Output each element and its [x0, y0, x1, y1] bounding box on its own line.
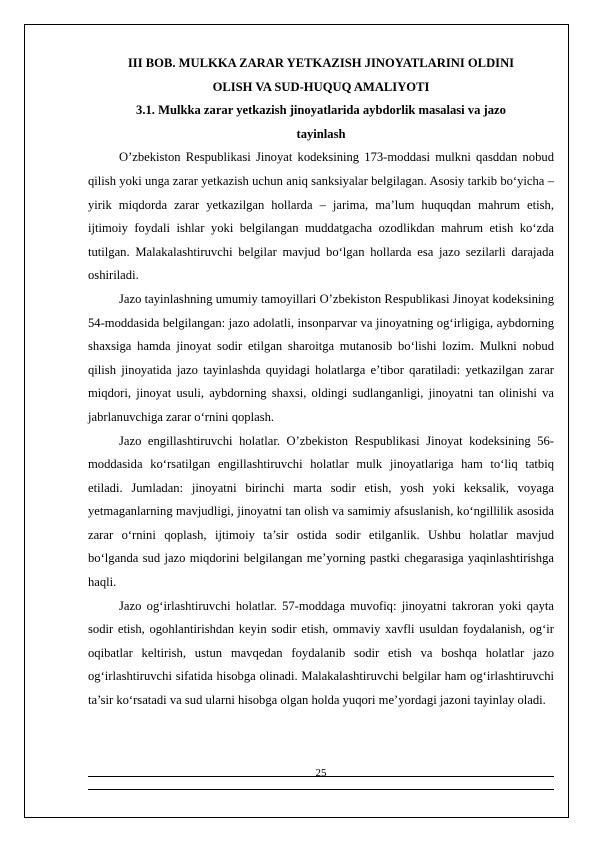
section-title-line-1: 3.1. Mulkka zarar yetkazish jinoyatlarida aybdorlik masalasi va jazo [136, 103, 506, 118]
chapter-title-line-1: III BOB. MULKKA ZARAR YETKAZISH JINOYATLARINI OLDINI [127, 56, 515, 70]
chapter-title-line-2: OLISH VA SUD-HUQUQ AMALIYOTI [212, 79, 430, 94]
paragraph: Jazo tayinlashning umumiy tamoyillari O’zbekiston Respublikasi Jinoyat kodeksining 54-moddasida belgilangan: jazo adolatli, insonparvar va jinoyatning og‘irligiga, aybdorning shaxsiga hamda jinoyat sodir etilgan sharoitga mutanosib bo‘lishi lozim. Mulkni nobud qilish jinoyatida jazo tayinlashda quyidagi holatlarga e’tibor qaratiladi: yetkazilgan zarar miqdori, jinoyat usuli, aybdorning shaxsi, oldingi sudlanganligi, jinoyatni tan olinishi va jabrlanuvchiga zarar o‘rnini qoplash. [88, 291, 554, 424]
page-content [88, 52, 554, 713]
paragraph: Jazo engillashtiruvchi holatlar. O’zbekiston Respublikasi Jinoyat kodeksining 56-moddasida ko‘rsatilgan engillashtiruvchi holatlar mulk jinoyatlariga ham to‘liq tatbiq etiladi. Jumladan: jinoyatni birinchi marta sodir etish, yosh yoki keksalik, voyaga yetmaganlarning mavjudligi, jinoyatni tan olish va samimiy afsuslanish, ko‘ngillilik asosida zarar o‘rnini qoplash, ijtimoiy ta’sir ostida sodir etilganlik. Ushbu holatlar mavjud bo‘lganda sud jazo miqdorini belgilangan me’yorning pastki chegarasiga yaqinlashtirishga haqli. [88, 433, 554, 590]
section-title-line-2: tayinlash [296, 126, 346, 141]
footer-rule-bottom [88, 789, 554, 790]
paragraph: Jazo og‘irlashtiruvchi holatlar. 57-moddaga muvofiq: jinoyatni takroran yoki qayta sodir etish, ogohlantirishdan keyin sodir etish, ommaviy xavfli usuldan foydalanish, og‘ir oqibatlar keltirish, ustun mavqedan foydalanib sodir etish va boshqa holatlar jazo og‘irlashtiruvchi sifatida hisobga olinadi. Malakalashtiruvchi belgilar ham og‘irlashtiruvchi ta’sir ko‘rsatadi va sud ularni hisobga olgan holda yuqori me’yordagi jazoni tayinlay oladi. [88, 598, 554, 708]
page-footer [88, 767, 554, 790]
page-number: 25 [315, 767, 327, 779]
paragraph: O’zbekiston Respublikasi Jinoyat kodeksining 173-moddasi mulkni qasddan nobud qilish yoki unga zarar yetkazish uchun aniq sanksiyalar belgilagan. Asosiy tarkib bo‘yicha – yirik miqdorda zarar yetkazilgan hollarda – jarima, ma’lum huquqdan mahrum etish, ijtimoiy foydali ishlar yoki belgilangan muddatgacha ozodlikdan mahrum etish ko‘zda tutilgan. Malakalashtiruvchi belgilar mavjud bo‘lgan hollarda esa jazo sezilarli darajada oshiriladi. [88, 150, 554, 283]
